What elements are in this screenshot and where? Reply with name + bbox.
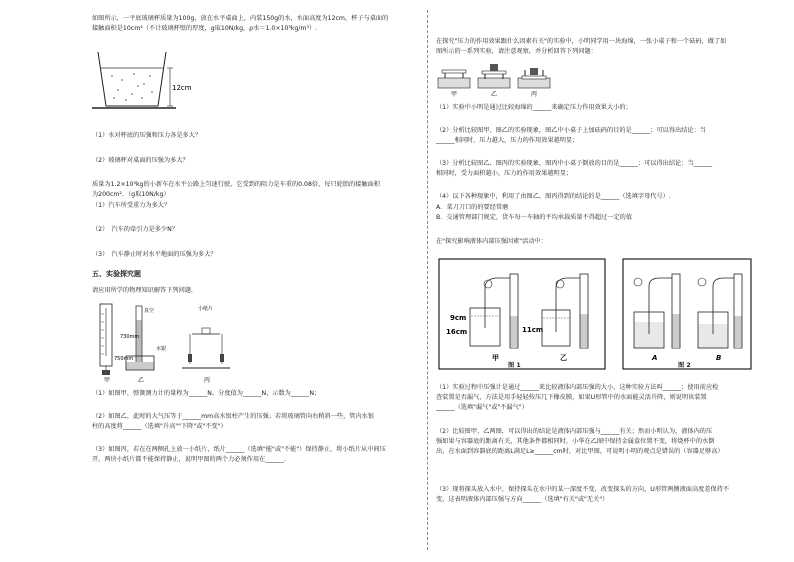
experiment-q2-line1: （2）如图乙，此时的大气压等于______mm高水银柱产生的压强；若将玻璃管向右稍斜一些，管内水银 [92, 413, 375, 420]
fig2-label-b: B [716, 354, 722, 362]
liquid-q3-line1: （3）现将探头放入水中，保持探头在水中的某一深度不变，改变探头的方向，U形管两侧液面高度差保持不 [436, 486, 730, 493]
sponge-figure [436, 58, 556, 98]
liquid-q2-line1: （2）比较图甲、乙两图，可以得出的结论是液体内部压强与______有关；然而小明认为，液体内的压 [436, 428, 713, 435]
sponge-label-b: 乙 [491, 91, 498, 98]
sponge-q4: （4）以下各种现象中，利用了由图乙、图丙得到的结论的是______（选填字母代号）. [436, 193, 671, 200]
sponge-q4-option-a: A．菜刀刀口的的要经常磨 [436, 204, 509, 211]
sponge-q1: （1）实验中小明是通过比较海绵的______来确定压力作用效果大小的； [436, 104, 632, 111]
fig-label-a: 甲 [104, 377, 111, 384]
sponge-q2-line2: ______相同时，压力越大，压力的作用效果越明显； [436, 137, 579, 144]
vacuum-label: 真空 [144, 308, 155, 314]
experiment-q1: （1）如图甲，弹簧测力计的量程为______N，分度值为______N，示数为______N； [92, 390, 321, 397]
sponge-q2-line1: （2）分析比较图甲、图乙的实验现象，图乙中小桌子上加砝码的目的是______；可以得出结论：当 [436, 127, 706, 134]
cup-intro-line1: 如图所示，一平底玻璃杯质量为100g，放在水平桌面上，内装150g的水，水面高度为12cm，杯子与桌面的 [92, 15, 389, 22]
depth-16cm-label: 16cm [446, 328, 468, 336]
figure-2-caption: 图 2 [678, 362, 691, 369]
experiment-q3-line1: （3）如图丙，若在在两侧孔上放一小纸片，纸片______（选填"能"或"不能"）保持静止，将小纸片从中间压 [92, 446, 386, 453]
fig2-label-a: A [652, 354, 658, 362]
liquid-q3-line2: 变，这表明液体内部压强与方向______（选填"有关"或"无关"） [436, 496, 609, 503]
car-intro-line2: 为200cm²．（g取10N/kg） [92, 191, 170, 198]
liquid-q2-line2: 强如果与容器底的距离有关，其他条件都相同时，小华在乙图中保持金属盒位置不变，将烧杯中的水倒 [436, 438, 715, 445]
car-q3: （3） 汽车静止时对水平地面的压强为多大？ [92, 251, 217, 258]
liquid-q1-line1: （1）实验过程中压强计是通过______来比较液体内部压强的大小，这种实验方法叫______；使用前应检 [436, 384, 719, 391]
cup-q1: （1）水对杯底的压强和压力各是多大？ [92, 132, 202, 139]
sponge-q3-line2: 相同时，受力面积越小，压力的作用效果越明显； [436, 170, 573, 177]
experiment-figure [92, 298, 232, 384]
liquid-q2-line3: 出，在水面到容器底的距离L满足L≥______cm时，对比甲图，可说明小明的观点是错误的（容器足够高） [436, 448, 724, 455]
sponge-intro-line1: 在探究"压力的作用效果跟什么因素有关"的实验中，小明同学用一块海绵，一张小桌子和一个砝码，做了如 [436, 38, 727, 45]
cup-q2: （2）玻璃杯对桌面的压强为多大？ [92, 157, 189, 164]
car-intro-line1: 质量为1.2×10³kg的小新车在水平公路上匀速行驶，它受到的阻力是车重的0.08倍，每只轮胎的接触面积 [92, 181, 380, 188]
experiment-intro: 请应用所学的物理知识解答下列问题. [92, 287, 193, 294]
section-heading: 五、实验探究题 [92, 270, 141, 278]
figure-1-caption: 图 1 [508, 362, 521, 369]
column-divider [427, 10, 428, 550]
experiment-q3-line2: 开，两块小纸片都不能保持静止，说明甲图的两个力必须作用在______. [92, 456, 286, 463]
sponge-label-c: 丙 [531, 91, 538, 98]
height-730-label: 730mm [120, 334, 140, 340]
fig1-label-b: 乙 [560, 354, 567, 362]
fig-label-c: 丙 [204, 377, 211, 384]
height-750-label: 750mm [114, 356, 134, 362]
pressure-gauge-figure-2 [622, 258, 752, 370]
cup-height-label: 12cm [172, 84, 192, 92]
sponge-label-a: 甲 [451, 91, 458, 98]
depth-9cm-label: 9cm [450, 314, 467, 322]
cup-intro-line2: 接触面积是10cm²（不计玻璃杯壁的厚度，g取10N/kg，ρ水＝1.0×10³kg/m³）. [92, 25, 318, 32]
mercury-label: 水银 [156, 346, 167, 352]
experiment-q2-line2: 柱的高度将______（选填"升高""下降"或"不变"） [92, 423, 227, 430]
liquid-intro: 在"探究影响液体内部压强因素"活动中： [436, 238, 547, 245]
fig1-label-a: 甲 [492, 354, 499, 362]
car-q2: （2） 汽车的牵引力是多少N？ [92, 226, 178, 233]
cup-figure [92, 46, 202, 116]
card-label: 小纸片 [198, 306, 214, 312]
sponge-q3-line1: （3）分析比较图乙、图丙的实验现象，图丙中小桌子倒放的目的是______；可以得出结论：当______ [436, 160, 713, 167]
sponge-intro-line2: 图所示的一系列实验，请注意观察，并分析回答下列问题： [436, 48, 597, 55]
sponge-q4-option-b: B．交通管理部门规定，货车每一车轴的平均承载质量不得超过一定的值 [436, 214, 633, 221]
fig-label-b: 乙 [138, 377, 145, 384]
depth-11cm-label: 11cm [522, 326, 544, 334]
liquid-q1-line3: ______（选填"漏气"或"不漏气"） [436, 404, 528, 411]
car-q1: （1）汽车所受重力为多大？ [92, 202, 171, 209]
liquid-q1-line2: 查装置是否漏气，方法是用手轻轻按压几下橡皮膜，如果U形管中的水面能灵活升降，则说明该装置 [436, 394, 707, 401]
pressure-gauge-figure-1 [438, 258, 606, 370]
